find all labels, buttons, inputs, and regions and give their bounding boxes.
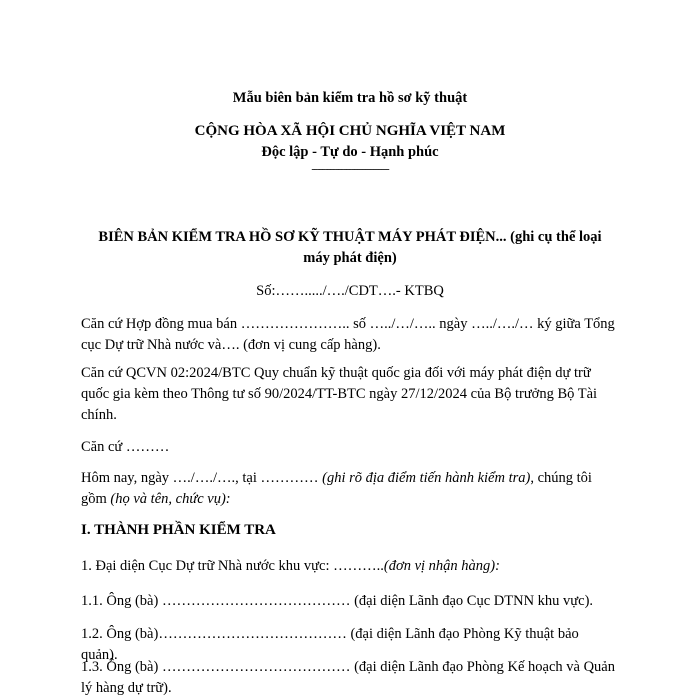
document-number: Số:……...../…./CDT….- KTBQ [256,283,444,299]
inspection-date-paragraph [81,468,619,510]
section-heading-inspection-members: I. THÀNH PHẦN KIỂM TRA [81,522,276,538]
legal-basis-contract: Căn cứ Hợp đồng mua bán ………………….. số …../…/….. ngày …../…./… ký giữa Tổng cục Dự trữ Nhà nước và…. (đơn vị cung cấp hàng). [81,316,615,353]
legal-basis-other: Căn cứ ……… [81,439,170,455]
legal-basis-regulation: Căn cứ QCVN 02:2024/BTC Quy chuẩn kỹ thuật quốc gia đối với máy phát điện dự trữ quốc gia kèm theo Thông tư số 90/2024/TT-BTC ngày 27/12/2024 của Bộ trưởng Bộ Tài chính. [81,365,598,423]
today-prefix: Hôm nay, ngày …./…./…., tại ………… [81,470,323,486]
representative-1-3: 1.3. Ông (bà) ………………………………… (đại diện Lãnh đạo Phòng Kế hoạch và Quản lý hàng dự trữ). [81,659,615,696]
representative-group-1 [81,556,619,577]
national-motto: Độc lập - Tự do - Hạnh phúc [261,144,439,160]
receiving-unit-note: (đơn vị nhận hàng): [383,558,500,574]
representative-1-2: 1.2. Ông (bà)………………………………… (đại diện Lãnh đạo Phòng Kỹ thuật bảo quản). [81,626,579,663]
today-middle: , chúng tôi gồm [81,470,592,507]
motto-underline: ----------------------------- [311,163,389,175]
members-note: (họ và tên, chức vụ): [110,491,231,507]
document-caption: Mẫu biên bản kiểm tra hồ sơ kỹ thuật [232,90,468,106]
representative-group-1-label: 1. Đại diện Cục Dự trữ Nhà nước khu vực: ……….. [81,558,384,574]
national-title: CỘNG HÒA XÃ HỘI CHỦ NGHĨA VIỆT NAM [194,123,506,139]
document-title: BIÊN BẢN KIỂM TRA HỒ SƠ KỸ THUẬT MÁY PHÁT ĐIỆN... (ghi cụ thể loại máy phát điện) [98,229,602,266]
representative-1-1: 1.1. Ông (bà) ………………………………… (đại diện Lãnh đạo Cục DTNN khu vực). [81,593,594,609]
location-note: (ghi rõ địa điểm tiến hành kiểm tra) [322,470,531,486]
